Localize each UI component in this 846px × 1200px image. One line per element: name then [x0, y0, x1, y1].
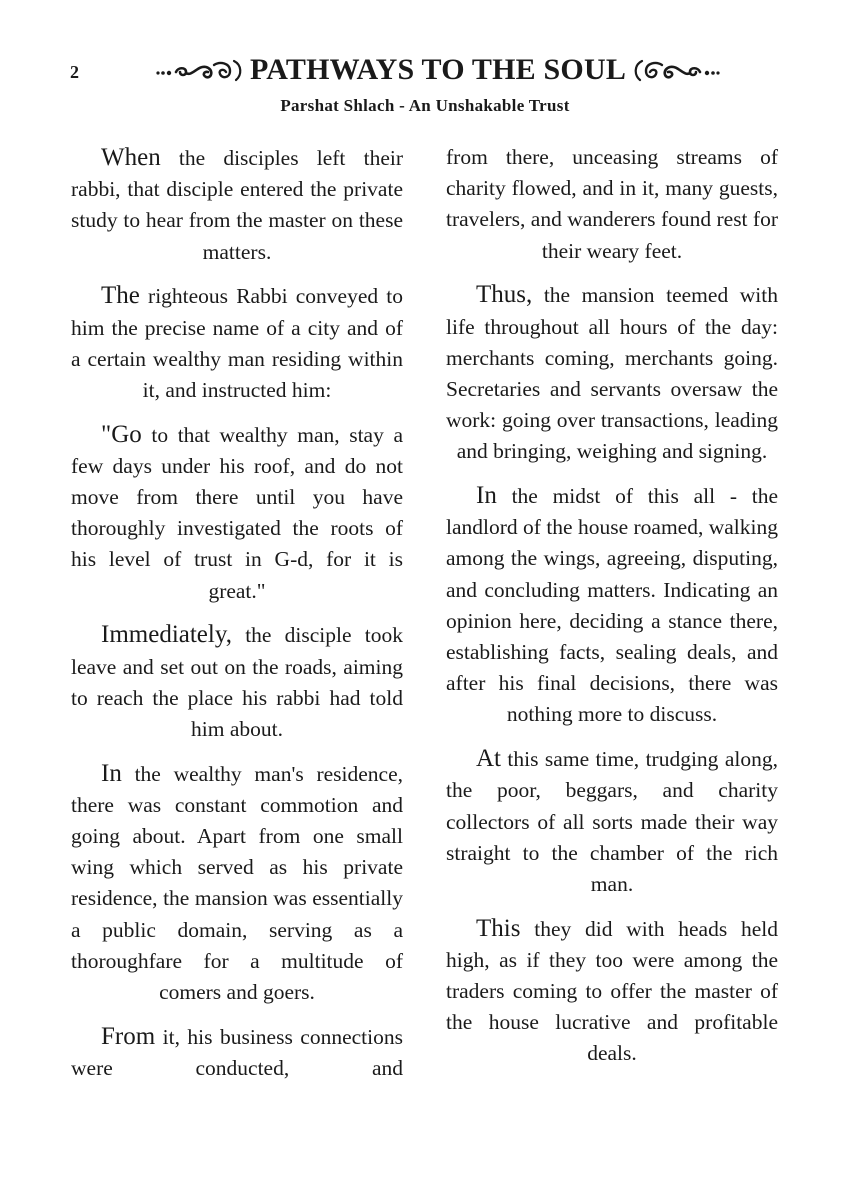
paragraph: [446, 480, 778, 731]
paragraph-text: the midst of this all - the landlord of the house roamed, walking among the wings, agreeing, disputing, and concluding matters. Indicating an opinion here, deciding a stance there, establishing facts, sealing deals, and after his final decisions, there was nothing more to discuss.: [446, 484, 778, 727]
paragraph-lead-word: At: [476, 745, 501, 773]
flourish-right-icon: [630, 55, 722, 85]
paragraph-continued: [446, 142, 778, 267]
paragraph-text: this same time, trudging along, the poor, beggars, and charity collectors of all sorts made their way straight to the chamber of the rich man.: [446, 747, 778, 896]
paragraph-text: they did with heads held high, as if they too were among the traders coming to offer the master of the house lucrative and profitable deals.: [446, 916, 778, 1066]
paragraph-text: the mansion teemed with life throughout all hours of the day: merchants coming, merchants going. Secretaries and servants oversaw the work: going over transactions, leading and bringing, weighing and signing.: [446, 283, 778, 464]
article-subtitle: Parshat Shlach - An Unshakable Trust: [280, 96, 570, 115]
left-column: [71, 142, 403, 1097]
flourish-left-icon: [154, 55, 246, 85]
paragraph-lead-word: From: [101, 1022, 156, 1050]
paragraph: [71, 142, 403, 268]
paragraph-text: the disciples left their rabbi, that disciple entered the private study to hear from the master on these matters.: [71, 146, 403, 264]
paragraph: [446, 913, 778, 1070]
paragraph-text: the wealthy man's residence, there was constant commotion and going about. Apart from one small wing which served as his private residence, the mansion was essentially a public domain, serving as a thoroughfare for a multitude of comers and goers.: [71, 761, 403, 1005]
paragraph-lead-word: This: [476, 914, 521, 942]
paragraph-text: the disciple took leave and set out on the roads, aiming to reach the place his rabbi had told him about.: [71, 623, 403, 741]
paragraph-text: from there, unceasing streams of charity flowed, and in it, many guests, travelers, and wanderers found rest for their weary feet.: [446, 145, 778, 263]
paragraph-lead-word: In: [476, 482, 497, 510]
paragraph: [71, 280, 403, 406]
paragraph: [71, 1021, 403, 1084]
paragraph: [71, 619, 403, 745]
paragraph: [446, 279, 778, 467]
paragraph-lead-word: The: [101, 282, 140, 310]
page-number: 2: [70, 62, 79, 82]
paragraph: [71, 758, 403, 1009]
paragraph-lead-word: "Go: [101, 420, 142, 448]
paragraph: [71, 419, 403, 607]
right-column: [446, 142, 778, 1082]
paragraph-text: to that wealthy man, stay a few days under his roof, and do not move from there until you have thoroughly investigated the roots of his level of trust in G-d, for it is great.": [71, 422, 403, 603]
running-header: [0, 52, 846, 90]
header-title: PATHWAYS TO THE SOUL: [249, 53, 627, 86]
paragraph-lead-word: Immediately,: [101, 621, 232, 649]
paragraph-text: it, his business connections were conducted, and: [71, 1024, 403, 1080]
paragraph-lead-word: In: [101, 759, 122, 787]
paragraph-lead-word: Thus,: [476, 281, 533, 309]
paragraph-text: righteous Rabbi conveyed to him the precise name of a city and of a certain wealthy man residing within it, and instructed him:: [71, 284, 403, 402]
paragraph-lead-word: When: [101, 144, 161, 171]
paragraph: [446, 743, 778, 900]
